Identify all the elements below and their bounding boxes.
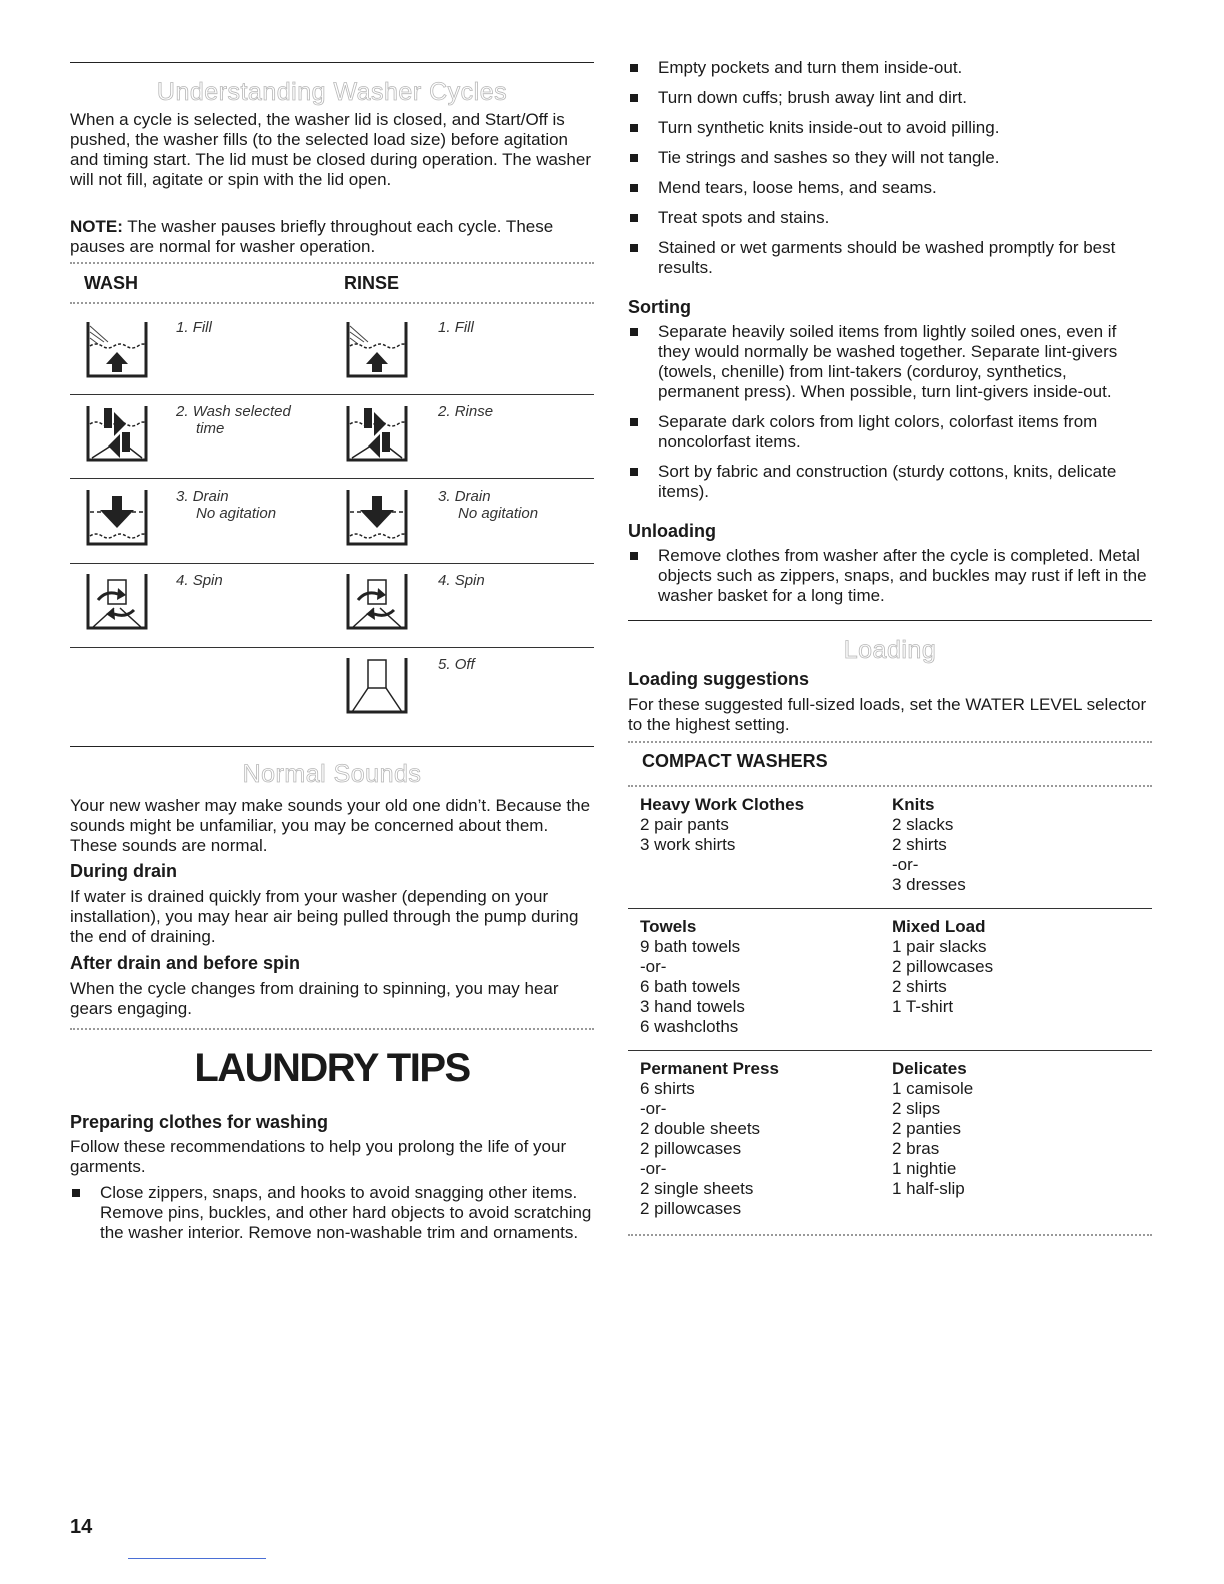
load-heading: Delicates	[892, 1059, 967, 1078]
wash-step-2	[176, 403, 291, 437]
drain-icon	[344, 486, 410, 548]
load-group-knits	[892, 795, 966, 895]
load-item: -or-	[640, 1099, 667, 1118]
step-number: 2.	[176, 403, 189, 420]
wash-icon	[84, 402, 150, 464]
step-text-2: time	[196, 420, 225, 437]
step-text: Spin	[454, 572, 485, 589]
load-item: 2 double sheets	[640, 1119, 761, 1138]
step-text: Drain	[192, 488, 229, 505]
table-divider	[70, 563, 594, 564]
after-drain-text: When the cycle changes from draining to spinning, you may hear gears engaging.	[70, 979, 559, 1018]
load-group-permanent-press	[640, 1059, 779, 1219]
after-drain-heading: After drain and before spin	[70, 953, 301, 973]
step-number: 1.	[438, 319, 451, 336]
off-icon	[344, 654, 410, 716]
step-number: 3.	[176, 488, 189, 505]
washer-cycles-note	[70, 217, 594, 257]
step-text-2: No agitation	[458, 505, 539, 522]
load-item: 2 pillowcases	[640, 1199, 742, 1218]
wash-step-1	[176, 319, 212, 336]
fill-icon	[84, 318, 150, 380]
table-rule	[628, 785, 1152, 787]
load-group-mixed	[892, 917, 993, 1017]
step-number: 5.	[438, 656, 451, 673]
table-rule	[70, 302, 594, 304]
load-heading: Heavy Work Clothes	[640, 795, 805, 814]
section-rule	[628, 620, 1152, 621]
load-item: 1 pair slacks	[892, 937, 987, 956]
table-divider	[70, 647, 594, 648]
load-heading: Towels	[640, 917, 697, 936]
rinse-step-2	[438, 403, 493, 420]
rinse-step-3	[438, 488, 538, 522]
list-item: Close zippers, snaps, and hooks to avoid snagging other items. Remove pins, buckles, and other hard objects to avoid scratching the washer interior. Remove non-washable trim and ornaments.	[70, 1183, 594, 1243]
list-item: Tie strings and sashes so they will not tangle.	[628, 148, 1152, 168]
rinse-header: RINSE	[344, 273, 400, 293]
compact-washers-header: COMPACT WASHERS	[642, 751, 828, 771]
list-item: Sort by fabric and construction (sturdy cottons, knits, delicate items).	[628, 462, 1152, 502]
load-item: 9 bath towels	[640, 937, 741, 956]
load-item: 2 single sheets	[640, 1179, 754, 1198]
note-text: The washer pauses briefly throughout each cycle. These pauses are normal for washer operation.	[70, 217, 554, 256]
preparing-heading: Preparing clothes for washing	[70, 1112, 329, 1132]
sorting-bullets	[628, 322, 1152, 512]
step-text-2: No agitation	[196, 505, 277, 522]
wash-step-4	[176, 572, 223, 589]
load-group-heavy-work	[640, 795, 804, 855]
step-text: Wash selected	[192, 403, 291, 420]
unloading-heading: Unloading	[628, 521, 716, 541]
load-item: -or-	[892, 855, 919, 874]
table-divider	[628, 908, 1152, 909]
loading-suggestions-text: For these suggested full-sized loads, set the WATER LEVEL selector to the highest setting.	[628, 695, 1147, 734]
table-rule	[628, 1234, 1152, 1236]
washer-cycles-title: Understanding Washer Cycles	[156, 78, 508, 106]
step-text: Rinse	[454, 403, 494, 420]
list-item: Stained or wet garments should be washed promptly for best results.	[628, 238, 1152, 278]
list-item: Treat spots and stains.	[628, 208, 1152, 228]
load-item: 3 hand towels	[640, 997, 745, 1016]
washer-cycles-intro: When a cycle is selected, the washer lid is closed, and Start/Off is pushed, the washer fills (to the selected load size) before agitation and timing start. The lid must be closed during operation. The washer will not fill, agitate or spin with the lid open.	[70, 110, 591, 189]
preparing-bullets	[70, 1183, 594, 1253]
section-rule	[70, 746, 594, 747]
list-item: Separate heavily soiled items from lightly soiled ones, even if they would normally be washed together. Separate lint-givers (towels, chenille) from lint-takers (corduroy, synthetics, permanent press). When possible, turn lint-givers inside-out.	[628, 322, 1152, 402]
load-heading: Mixed Load	[892, 917, 986, 936]
load-item: 6 shirts	[640, 1079, 695, 1098]
normal-sounds-title: Normal Sounds	[242, 760, 422, 788]
load-heading: Permanent Press	[640, 1059, 779, 1078]
step-number: 2.	[438, 403, 451, 420]
load-item: 1 T-shirt	[892, 997, 954, 1016]
preparing-intro: Follow these recommendations to help you prolong the life of your garments.	[70, 1137, 567, 1176]
list-item: Mend tears, loose hems, and seams.	[628, 178, 1152, 198]
loading-suggestions-heading: Loading suggestions	[628, 669, 810, 689]
load-item: -or-	[640, 1159, 667, 1178]
step-number: 4.	[176, 572, 189, 589]
list-item: Remove clothes from washer after the cycle is completed. Metal objects such as zippers, snaps, and buckles may rust if left in the washer basket for a long time.	[628, 546, 1152, 606]
load-item: 1 camisole	[892, 1079, 974, 1098]
list-item: Empty pockets and turn them inside-out.	[628, 58, 1152, 78]
load-item: 1 half-slip	[892, 1179, 965, 1198]
spin-icon	[344, 570, 410, 632]
step-number: 3.	[438, 488, 451, 505]
rinse-step-4	[438, 572, 485, 589]
load-item: 2 pair pants	[640, 815, 729, 834]
table-rule	[628, 741, 1152, 743]
during-drain-heading: During drain	[70, 861, 177, 881]
sorting-heading: Sorting	[628, 297, 691, 317]
load-item: 2 slacks	[892, 815, 954, 834]
prep-bullets	[628, 58, 1152, 288]
load-item: -or-	[640, 957, 667, 976]
unloading-bullets	[628, 546, 1152, 616]
step-text: Off	[454, 656, 475, 673]
table-divider	[70, 478, 594, 479]
step-number: 1.	[176, 319, 189, 336]
note-label: NOTE:	[70, 217, 123, 236]
list-item: Turn synthetic knits inside-out to avoid pilling.	[628, 118, 1152, 138]
load-item: 2 shirts	[892, 977, 947, 996]
wash-header: WASH	[84, 273, 138, 293]
drain-icon	[84, 486, 150, 548]
table-divider	[628, 1050, 1152, 1051]
page-number: 14	[70, 1516, 93, 1538]
wash-icon	[344, 402, 410, 464]
table-divider	[70, 394, 594, 395]
footer-line	[128, 1558, 266, 1559]
load-item: 3 dresses	[892, 875, 966, 894]
step-text: Fill	[192, 319, 212, 336]
load-item: 2 pillowcases	[640, 1139, 742, 1158]
step-text: Fill	[454, 319, 474, 336]
laundry-tips-title: LAUNDRY TIPS	[194, 1046, 470, 1090]
step-text: Drain	[454, 488, 491, 505]
load-item: 3 work shirts	[640, 835, 736, 854]
wash-step-3	[176, 488, 276, 522]
table-rule	[70, 262, 594, 264]
load-item: 6 washcloths	[640, 1017, 739, 1036]
normal-sounds-intro: Your new washer may make sounds your old one didn’t. Because the sounds might be unfamiliar, you may be concerned about them. These sounds are normal.	[70, 796, 591, 855]
load-item: 6 bath towels	[640, 977, 741, 996]
section-rule	[70, 62, 594, 63]
load-item: 1 nightie	[892, 1159, 957, 1178]
load-group-delicates	[892, 1059, 973, 1199]
load-heading: Knits	[892, 795, 935, 814]
section-rule	[70, 1028, 594, 1030]
spin-icon	[84, 570, 150, 632]
rinse-step-1	[438, 319, 474, 336]
rinse-step-5	[438, 656, 475, 673]
load-item: 2 panties	[892, 1119, 961, 1138]
load-item: 2 bras	[892, 1139, 940, 1158]
list-item: Turn down cuffs; brush away lint and dirt.	[628, 88, 1152, 108]
list-item: Separate dark colors from light colors, colorfast items from noncolorfast items.	[628, 412, 1152, 452]
load-item: 2 shirts	[892, 835, 947, 854]
loading-title: Loading	[843, 636, 937, 664]
fill-icon	[344, 318, 410, 380]
step-number: 4.	[438, 572, 451, 589]
during-drain-text: If water is drained quickly from your washer (depending on your installation), you may hear air being pulled through the pump during the end of draining.	[70, 887, 579, 946]
load-group-towels	[640, 917, 745, 1037]
step-text: Spin	[192, 572, 223, 589]
load-item: 2 slips	[892, 1099, 941, 1118]
load-item: 2 pillowcases	[892, 957, 994, 976]
